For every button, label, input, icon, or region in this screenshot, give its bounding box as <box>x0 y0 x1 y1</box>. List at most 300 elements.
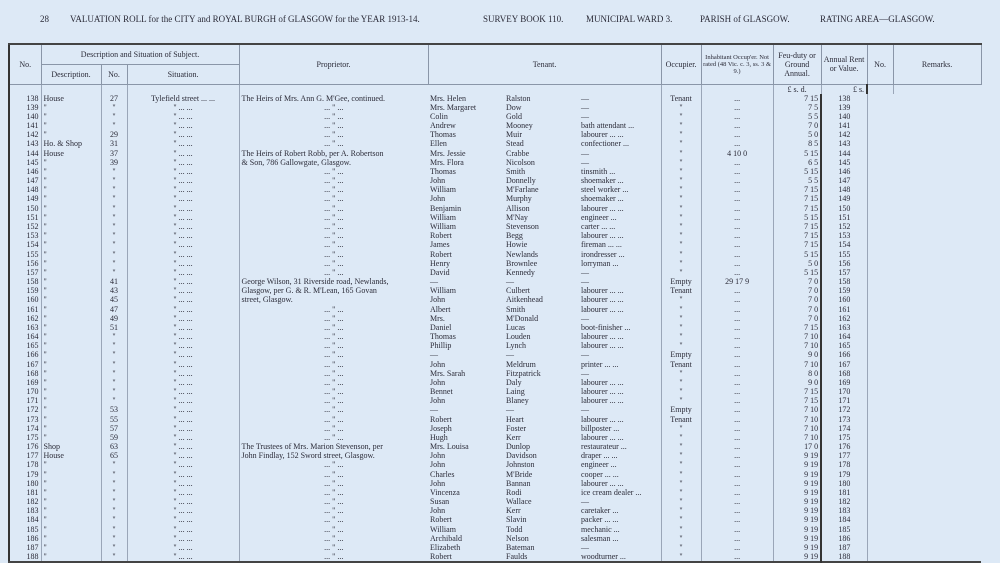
description: " <box>41 194 101 203</box>
occupier: " <box>661 460 701 469</box>
tenant-first-name: John <box>430 460 446 470</box>
description: " <box>41 213 101 222</box>
situation: " ... ... <box>127 415 239 424</box>
table-row <box>9 525 981 534</box>
description: " <box>41 176 101 185</box>
proprietor: ... " ... <box>239 460 428 469</box>
annual-rent: 7 0 <box>773 286 821 295</box>
street-no: " <box>101 543 127 552</box>
annual-rent: 5 15 <box>773 213 821 222</box>
situation: " ... ... <box>127 442 239 451</box>
remarks <box>867 396 893 405</box>
proprietor: ... " ... <box>239 369 428 378</box>
occupier: " <box>661 158 701 167</box>
occupation: — <box>581 111 590 121</box>
proprietor: ... " ... <box>239 314 428 323</box>
proprietor: ... " ... <box>239 506 428 515</box>
annual-rent: 5 0 <box>773 130 821 139</box>
tenant-surname: Nelson <box>506 533 529 543</box>
table-row <box>9 149 981 158</box>
tenant-surname: Rodi <box>506 487 522 497</box>
table-row <box>9 259 981 268</box>
feu-duty: ... <box>701 194 773 203</box>
row-no: 175 <box>9 433 41 442</box>
street-no: 37 <box>101 149 127 158</box>
feu-duty: ... <box>701 222 773 231</box>
occupation: boot-finisher ... <box>581 322 631 332</box>
table-row <box>9 552 981 562</box>
row-no: 177 <box>9 451 41 460</box>
occupier: " <box>661 176 701 185</box>
occupier: " <box>661 378 701 387</box>
feu-duty: ... <box>701 396 773 405</box>
tenant-first-name: Robert <box>430 231 452 241</box>
feu-duty: ... <box>701 103 773 112</box>
description: " <box>41 121 101 130</box>
situation: Tylefield street ... ... <box>127 94 239 103</box>
feu-duty: ... <box>701 534 773 543</box>
occupation: restaurateur ... <box>581 442 627 452</box>
occupation: — <box>581 277 590 287</box>
table-row <box>9 213 981 222</box>
remarks <box>867 240 893 249</box>
row-no: 151 <box>9 213 41 222</box>
occupier: " <box>661 121 701 130</box>
tenant-first-name: Robert <box>430 552 452 562</box>
description: House <box>41 451 101 460</box>
description: " <box>41 304 101 313</box>
table-row <box>9 176 981 185</box>
description: " <box>41 369 101 378</box>
row-no: 160 <box>9 295 41 304</box>
row-no: 145 <box>9 158 41 167</box>
row-no: 147 <box>9 176 41 185</box>
tenant-surname: Stead <box>506 139 524 149</box>
row-no: 181 <box>9 488 41 497</box>
row-no: 139 <box>9 103 41 112</box>
description: " <box>41 130 101 139</box>
row-no: 166 <box>9 350 41 359</box>
feu-duty: ... <box>701 543 773 552</box>
feu-duty: ... <box>701 213 773 222</box>
description: " <box>41 332 101 341</box>
tenant-first-name: Henry <box>430 258 451 268</box>
annual-rent: 7 10 <box>773 433 821 442</box>
occupation: labourer ... ... <box>581 304 624 314</box>
proprietor: ... " ... <box>239 194 428 203</box>
tenant-first-name: William <box>430 221 456 231</box>
remarks <box>867 94 893 103</box>
occupier: " <box>661 304 701 313</box>
street-no: 41 <box>101 277 127 286</box>
table-row <box>9 451 981 460</box>
street-no: 47 <box>101 304 127 313</box>
street-no: " <box>101 231 127 240</box>
roll-title: VALUATION ROLL for the CITY and ROYAL BURGH of GLASGOW for the YEAR 1913-14. <box>70 14 420 24</box>
street-no: " <box>101 204 127 213</box>
remarks <box>867 149 893 158</box>
tenant-surname: Begg <box>506 231 523 241</box>
tenant-surname: Wallace <box>506 497 532 507</box>
occupier: " <box>661 543 701 552</box>
row-no: 143 <box>9 139 41 148</box>
feu-duty: ... <box>701 139 773 148</box>
description: " <box>41 314 101 323</box>
situation: " ... ... <box>127 112 239 121</box>
description: " <box>41 222 101 231</box>
tenant-surname: Heart <box>506 414 524 424</box>
remarks <box>867 479 893 488</box>
row-no-right: 158 <box>821 277 867 286</box>
row-no: 161 <box>9 304 41 313</box>
row-no-right: 164 <box>821 332 867 341</box>
situation: " ... ... <box>127 158 239 167</box>
proprietor: ... " ... <box>239 130 428 139</box>
parish: PARISH of GLASGOW. <box>700 14 790 24</box>
proprietor: ... " ... <box>239 415 428 424</box>
row-no-right: 178 <box>821 460 867 469</box>
street-no: 49 <box>101 314 127 323</box>
feu-duty: ... <box>701 497 773 506</box>
valuation-table <box>8 43 982 563</box>
tenant-first-name: Mrs. <box>430 313 445 323</box>
row-no: 169 <box>9 378 41 387</box>
description: Shop <box>41 442 101 451</box>
situation: " ... ... <box>127 259 239 268</box>
table-row <box>9 194 981 203</box>
feu-duty: ... <box>701 249 773 258</box>
tenant-surname: Kerr <box>506 432 521 442</box>
table-row <box>9 424 981 433</box>
street-no: 59 <box>101 433 127 442</box>
feu-duty: ... <box>701 259 773 268</box>
occupation: labourer ... ... <box>581 396 624 406</box>
table-row <box>9 204 981 213</box>
description: " <box>41 249 101 258</box>
street-no: " <box>101 552 127 562</box>
street-no: " <box>101 249 127 258</box>
feu-duty: ... <box>701 359 773 368</box>
survey-book: SURVEY BOOK 110. <box>483 14 564 24</box>
annual-rent: 7 15 <box>773 94 821 103</box>
remarks <box>867 488 893 497</box>
situation: " ... ... <box>127 460 239 469</box>
occupier: " <box>661 497 701 506</box>
tenant-surname: Culbert <box>506 286 531 296</box>
col-feu: Feu-duty or Ground Annual. <box>773 44 821 84</box>
tenant-surname: Lynch <box>506 341 527 351</box>
tenant-first-name: John <box>430 359 446 369</box>
tenant-first-name: Thomas <box>430 130 456 140</box>
table-row <box>9 405 981 414</box>
tenant-surname: Donnelly <box>506 176 536 186</box>
occupation: woodturner ... <box>581 552 626 562</box>
remarks <box>867 295 893 304</box>
feu-duty: ... <box>701 515 773 524</box>
occupier: " <box>661 552 701 562</box>
tenant-surname: M'Donald <box>506 313 539 323</box>
description: " <box>41 185 101 194</box>
description: " <box>41 470 101 479</box>
situation: " ... ... <box>127 103 239 112</box>
situation: " ... ... <box>127 543 239 552</box>
col-num: No. <box>101 64 127 84</box>
description: " <box>41 396 101 405</box>
table-row <box>9 442 981 451</box>
tenant-surname: M'Farlane <box>506 185 539 195</box>
street-no: " <box>101 341 127 350</box>
remarks <box>867 176 893 185</box>
row-no-right: 154 <box>821 240 867 249</box>
proprietor: ... " ... <box>239 268 428 277</box>
row-no: 155 <box>9 249 41 258</box>
tenant-first-name: Susan <box>430 497 450 507</box>
occupation: — <box>581 148 590 158</box>
row-no-right: 176 <box>821 442 867 451</box>
street-no: " <box>101 185 127 194</box>
street-no: " <box>101 525 127 534</box>
situation: " ... ... <box>127 295 239 304</box>
tenant-surname: Johnston <box>506 460 535 470</box>
annual-rent: 9 19 <box>773 470 821 479</box>
remarks <box>867 277 893 286</box>
tenant-surname: Meldrum <box>506 359 536 369</box>
tenant-first-name: David <box>430 267 450 277</box>
street-no: 29 <box>101 130 127 139</box>
table-row <box>9 396 981 405</box>
feu-duty: ... <box>701 167 773 176</box>
situation: " ... ... <box>127 525 239 534</box>
tenant-first-name: William <box>430 286 456 296</box>
occupier: " <box>661 314 701 323</box>
table-row <box>9 534 981 543</box>
table-row <box>9 240 981 249</box>
occupier: " <box>661 167 701 176</box>
annual-rent: 7 15 <box>773 194 821 203</box>
tenant-surname: — <box>506 350 515 360</box>
tenant-surname: Ralston <box>506 93 531 103</box>
rating-area: RATING AREA—GLASGOW. <box>820 14 935 24</box>
occupier: " <box>661 470 701 479</box>
situation: " ... ... <box>127 497 239 506</box>
proprietor: ... " ... <box>239 176 428 185</box>
row-no-right: 140 <box>821 112 867 121</box>
table-row <box>9 286 981 295</box>
occupation: — <box>581 93 590 103</box>
situation: " ... ... <box>127 378 239 387</box>
situation: " ... ... <box>127 314 239 323</box>
street-no: 39 <box>101 158 127 167</box>
description: " <box>41 112 101 121</box>
proprietor: ... " ... <box>239 470 428 479</box>
occupation: labourer ... ... <box>581 432 624 442</box>
table-row <box>9 543 981 552</box>
tenant-surname: — <box>506 277 515 287</box>
tenant-first-name: Robert <box>430 249 452 259</box>
situation: " ... ... <box>127 323 239 332</box>
tenant-first-name: William <box>430 524 456 534</box>
row-no: 153 <box>9 231 41 240</box>
row-no-right: 172 <box>821 405 867 414</box>
tenant-first-name: John <box>430 194 446 204</box>
tenant-first-name: John <box>430 396 446 406</box>
description: " <box>41 515 101 524</box>
situation: " ... ... <box>127 231 239 240</box>
row-no-right: 174 <box>821 424 867 433</box>
occupation: — <box>581 267 590 277</box>
row-no-right: 167 <box>821 359 867 368</box>
row-no: 180 <box>9 479 41 488</box>
feu-duty: 4 10 0 <box>701 149 773 158</box>
occupation: shoemaker ... <box>581 194 624 204</box>
remarks <box>867 515 893 524</box>
annual-rent: 8 0 <box>773 369 821 378</box>
tenant-first-name: Charles <box>430 469 455 479</box>
tenant-first-name: Ellen <box>430 139 447 149</box>
situation: " ... ... <box>127 176 239 185</box>
annual-rent: 7 10 <box>773 341 821 350</box>
situation: " ... ... <box>127 506 239 515</box>
annual-rent: 7 0 <box>773 277 821 286</box>
occupation: — <box>581 368 590 378</box>
description: " <box>41 543 101 552</box>
remarks <box>867 112 893 121</box>
row-no-right: 139 <box>821 103 867 112</box>
col-occupier: Occupier. <box>661 44 701 84</box>
annual-rent: 7 15 <box>773 240 821 249</box>
tenant-first-name: Vincenza <box>430 487 460 497</box>
situation: " ... ... <box>127 359 239 368</box>
feu-duty: ... <box>701 378 773 387</box>
feu-duty: ... <box>701 552 773 562</box>
situation: " ... ... <box>127 515 239 524</box>
proprietor: ... " ... <box>239 139 428 148</box>
page-number: 28 <box>40 14 49 24</box>
table-row <box>9 433 981 442</box>
occupier: " <box>661 213 701 222</box>
annual-rent: 7 10 <box>773 415 821 424</box>
tenant-first-name: Joseph <box>430 423 452 433</box>
occupier: " <box>661 323 701 332</box>
situation: " ... ... <box>127 552 239 562</box>
row-no-right: 160 <box>821 295 867 304</box>
annual-rent: 5 15 <box>773 249 821 258</box>
occupation: tinsmith ... <box>581 166 616 176</box>
description: " <box>41 479 101 488</box>
remarks <box>867 185 893 194</box>
description: " <box>41 286 101 295</box>
occupier: " <box>661 231 701 240</box>
situation: " ... ... <box>127 470 239 479</box>
row-no-right: 186 <box>821 534 867 543</box>
row-no: 178 <box>9 460 41 469</box>
row-no-right: 147 <box>821 176 867 185</box>
proprietor: ... " ... <box>239 222 428 231</box>
row-no: 171 <box>9 396 41 405</box>
occupation: fireman ... ... <box>581 240 622 250</box>
occupation: irondresser ... <box>581 249 625 259</box>
occupation: labourer ... ... <box>581 332 624 342</box>
occupier: " <box>661 488 701 497</box>
tenant-surname: Crabbe <box>506 148 530 158</box>
row-no: 146 <box>9 167 41 176</box>
occupation: cooper ... ... <box>581 469 619 479</box>
row-no-right: 150 <box>821 204 867 213</box>
street-no: " <box>101 387 127 396</box>
street-no: 51 <box>101 323 127 332</box>
tenant-first-name: Daniel <box>430 322 452 332</box>
proprietor: ... " ... <box>239 304 428 313</box>
table-row <box>9 497 981 506</box>
row-no-right: 184 <box>821 515 867 524</box>
tenant-surname: Newlands <box>506 249 539 259</box>
tenant-surname: Bannan <box>506 478 531 488</box>
situation: " ... ... <box>127 534 239 543</box>
tenant-first-name: John <box>430 506 446 516</box>
table-row <box>9 268 981 277</box>
feu-duty: 29 17 9 <box>701 277 773 286</box>
row-no: 138 <box>9 94 41 103</box>
feu-units: £ s. d. <box>773 84 821 94</box>
description: " <box>41 295 101 304</box>
row-no: 188 <box>9 552 41 562</box>
feu-duty: ... <box>701 94 773 103</box>
annual-rent: 7 15 <box>773 396 821 405</box>
feu-duty: ... <box>701 424 773 433</box>
proprietor: ... " ... <box>239 341 428 350</box>
tenant-first-name: John <box>430 377 446 387</box>
row-no: 152 <box>9 222 41 231</box>
table-row <box>9 359 981 368</box>
feu-duty: ... <box>701 460 773 469</box>
row-no-right: 180 <box>821 479 867 488</box>
street-no: 45 <box>101 295 127 304</box>
annual-rent: 7 15 <box>773 387 821 396</box>
table-row <box>9 314 981 323</box>
row-no-right: 166 <box>821 350 867 359</box>
annual-rent: 7 10 <box>773 359 821 368</box>
row-no-right: 149 <box>821 194 867 203</box>
tenant-surname: Louden <box>506 332 531 342</box>
feu-duty: ... <box>701 387 773 396</box>
situation: " ... ... <box>127 194 239 203</box>
feu-duty: ... <box>701 185 773 194</box>
tenant-first-name: — <box>430 350 439 360</box>
remarks <box>867 341 893 350</box>
row-no-right: 145 <box>821 158 867 167</box>
occupation: engineer ... <box>581 212 617 222</box>
street-no: 63 <box>101 442 127 451</box>
description: " <box>41 525 101 534</box>
occupation: caretaker ... <box>581 506 619 516</box>
tenant-surname: Foster <box>506 423 527 433</box>
proprietor: ... " ... <box>239 112 428 121</box>
proprietor: The Trustees of Mrs. Marion Stevenson, per <box>239 442 428 451</box>
street-no: " <box>101 167 127 176</box>
occupation: — <box>581 497 590 507</box>
proprietor: & Son, 786 Gallowgate, Glasgow. <box>239 158 428 167</box>
occupier: Empty <box>661 277 701 286</box>
row-no: 144 <box>9 149 41 158</box>
annual-rent: 7 15 <box>773 323 821 332</box>
table-row <box>9 323 981 332</box>
remarks <box>867 415 893 424</box>
feu-duty: ... <box>701 341 773 350</box>
tenant-first-name: — <box>430 277 439 287</box>
annual-rent: 9 19 <box>773 515 821 524</box>
situation: " ... ... <box>127 304 239 313</box>
description: " <box>41 341 101 350</box>
